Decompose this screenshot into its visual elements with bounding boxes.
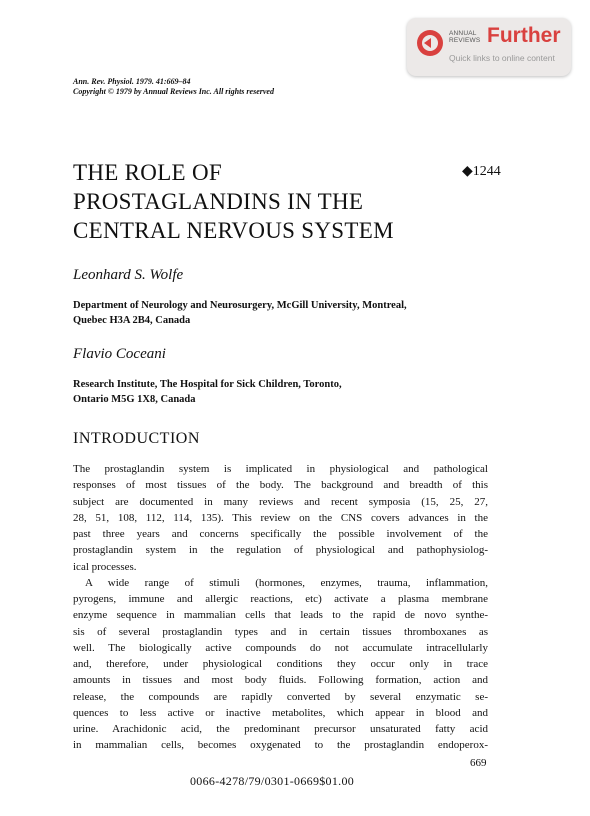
body-line: past three years and concerns specifically the possible involvement of the [73, 528, 488, 540]
body-line: ical processes. [73, 560, 137, 573]
annual-reviews-further-badge[interactable] [407, 18, 571, 76]
body-line: in mammalian cells, becomes oxygenated to the prostaglandin endoperox- [73, 739, 488, 752]
body-line: sis of several prostaglandin types and in certain tissues thromboxanes as [73, 625, 488, 638]
copyright-line: Copyright © 1979 by Annual Reviews Inc. All rights reserved [73, 87, 274, 96]
badge-publisher: ANNUAL REVIEWS [449, 30, 481, 44]
body-line: well. The biologically active compounds do not accumulate intracellularly [73, 641, 488, 654]
author-affiliation [73, 298, 407, 328]
body-line: The prostaglandin system is implicated in physiological and pathological [73, 463, 488, 475]
article-title [73, 158, 453, 245]
body-line: amounts in tissues and most body fluids. Following formation, action and [73, 674, 488, 687]
page-number: 669 [470, 757, 487, 769]
body-line: quences to less active or inactive metabolites, which appear in blood and [73, 706, 488, 719]
title-line: CENTRAL NERVOUS SYSTEM [73, 218, 394, 243]
citation-line: Ann. Rev. Physiol. 1979. 41:669–84 [73, 77, 191, 86]
body-line: and, therefore, under physiological conditions they occur only in trace [73, 658, 488, 670]
title-line: THE ROLE OF [73, 160, 222, 185]
body-line: prostaglandin system in the regulation of physiological and pathophysiolog- [73, 544, 488, 557]
badge-subtitle: Quick links to online content [449, 53, 555, 63]
affiliation-line: Quebec H3A 2B4, Canada [73, 315, 191, 326]
section-heading: INTRODUCTION [73, 430, 200, 447]
body-line: urine. Arachidonic acid, the predominant precursor unsaturated fatty acid [73, 723, 488, 735]
body-line: pyrogens, immune and allergic reactions, etc) activate a plasma membrane [73, 593, 488, 605]
body-line: A wide range of stimuli (hormones, enzymes, trauma, inflammation, [85, 576, 488, 589]
article-code: ◆1244 [462, 164, 501, 179]
further-arrow-icon [417, 30, 443, 56]
body-line: 28, 51, 108, 112, 114, 135). This review on the CNS covers advances in the [73, 511, 488, 524]
affiliation-line: Ontario M5G 1X8, Canada [73, 394, 196, 405]
body-line: responses of most tissues of the body. The background and breadth of this [73, 479, 488, 492]
affiliation-line: Research Institute, The Hospital for Sick Children, Toronto, [73, 379, 342, 390]
badge-further-label: Further [487, 24, 561, 47]
author-name: Flavio Coceani [73, 346, 166, 362]
affiliation-line: Department of Neurology and Neurosurgery, McGill University, Montreal, [73, 300, 407, 311]
body-line: subject are documented in many reviews and recent symposia (15, 25, 27, [73, 495, 488, 508]
author-name: Leonhard S. Wolfe [73, 267, 184, 283]
body-line: release, the compounds are rapidly converted by several enzymatic se- [73, 690, 488, 703]
body-line: enzyme sequence in mammalian cells that leads to the rapid de novo synthe- [73, 609, 488, 622]
title-line: PROSTAGLANDINS IN THE [73, 189, 364, 214]
introduction-body [73, 461, 488, 754]
footer-code: 0066-4278/79/0301-0669$01.00 [190, 774, 355, 788]
journal-citation [73, 77, 274, 97]
author-affiliation [73, 377, 342, 407]
